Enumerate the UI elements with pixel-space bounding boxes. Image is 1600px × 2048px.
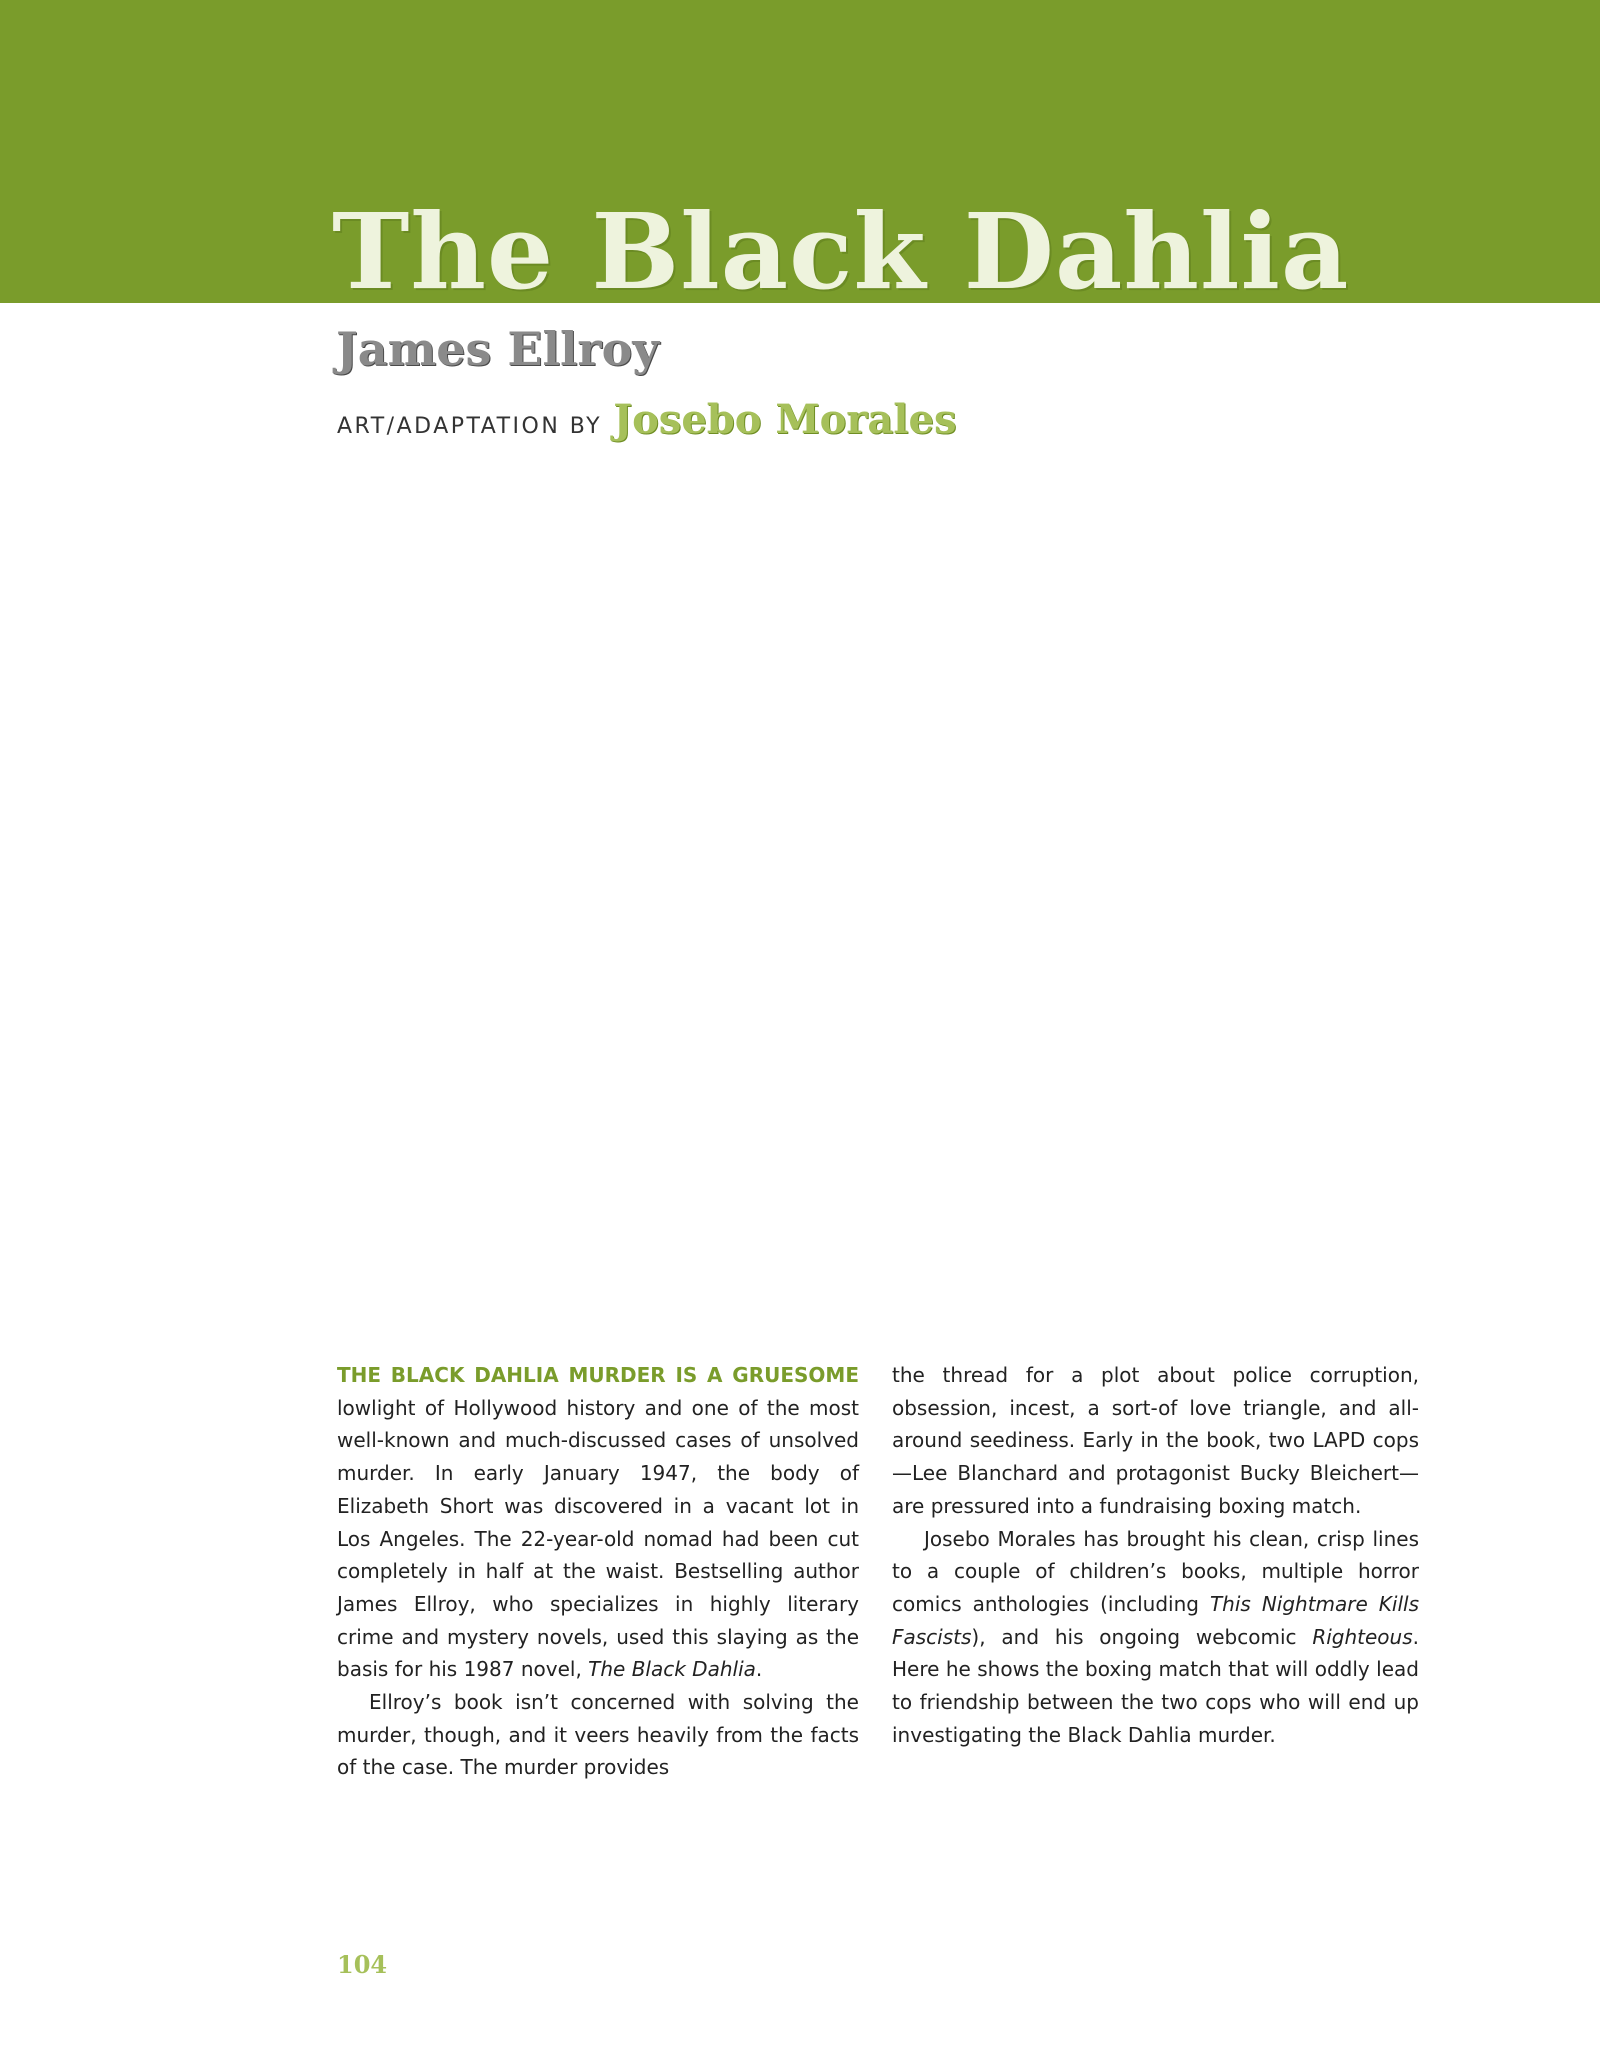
paragraph-3-text-a: Josebo Morales has brought his clean, crisp lines to a couple of children’s books, multiple horror comics anthologies (including (892, 1526, 1419, 1616)
anthology-title: This Nightmare Kills Fascists (892, 1591, 1419, 1649)
right-column (892, 1359, 1419, 1751)
webcomic-title: Righteous (1312, 1624, 1413, 1649)
lead-in: THE BLACK DAHLIA MURDER IS A GRUESOME (337, 1363, 859, 1387)
book-title: The Black Dahlia (588, 1657, 756, 1682)
paragraph-2-left-text: Ellroy’s book isn’t concerned with solving the murder, though, and it veers heavily from the facts of the case. The murder provides (337, 1690, 859, 1780)
paragraph-1 (337, 1359, 859, 1686)
paragraph-1-text: lowlight of Hollywood history and one of the most well-known and much-discussed cases of unsolved murder. In early January 1947, the body of Elizabeth Short was discovered in a vacant lot in Los Angeles. The 22-year-old nomad had been cut completely in half at the waist. Bestselling author James Ellroy, who specializes in highly literary crime and mystery novels, used this slaying as the basis for his 1987 novel, (337, 1395, 859, 1682)
page-number: 104 (337, 1950, 388, 1979)
paragraph-2-right-text: the thread for a plot about police corruption, obsession, incest, a sort-of love triangle, and all-around seediness. Early in the book, two LAPD cops—Lee Blanchard and protagonist Bucky Bleichert—are pressured into a fundraising boxing match. (892, 1363, 1419, 1518)
paragraph-1-end: . (755, 1657, 763, 1682)
credit-label: ART/ADAPTATION BY (337, 414, 603, 439)
paragraph-3-text-c: . Here he shows the boxing match that will oddly lead to friendship between the two cops who will end up investigating the Black Dahlia murder. (892, 1624, 1419, 1747)
page-title: The Black Dahlia (332, 190, 1350, 313)
adaptation-credit (337, 396, 956, 443)
paragraph-3-text-b: ), and his ongoing webcomic (971, 1624, 1313, 1649)
paragraph-3 (892, 1523, 1419, 1752)
left-column (337, 1359, 859, 1784)
artist-name: Josebo Morales (613, 396, 957, 443)
paragraph-2-start (337, 1686, 859, 1784)
paragraph-2-continued (892, 1359, 1419, 1523)
author-name: James Ellroy (336, 322, 660, 376)
